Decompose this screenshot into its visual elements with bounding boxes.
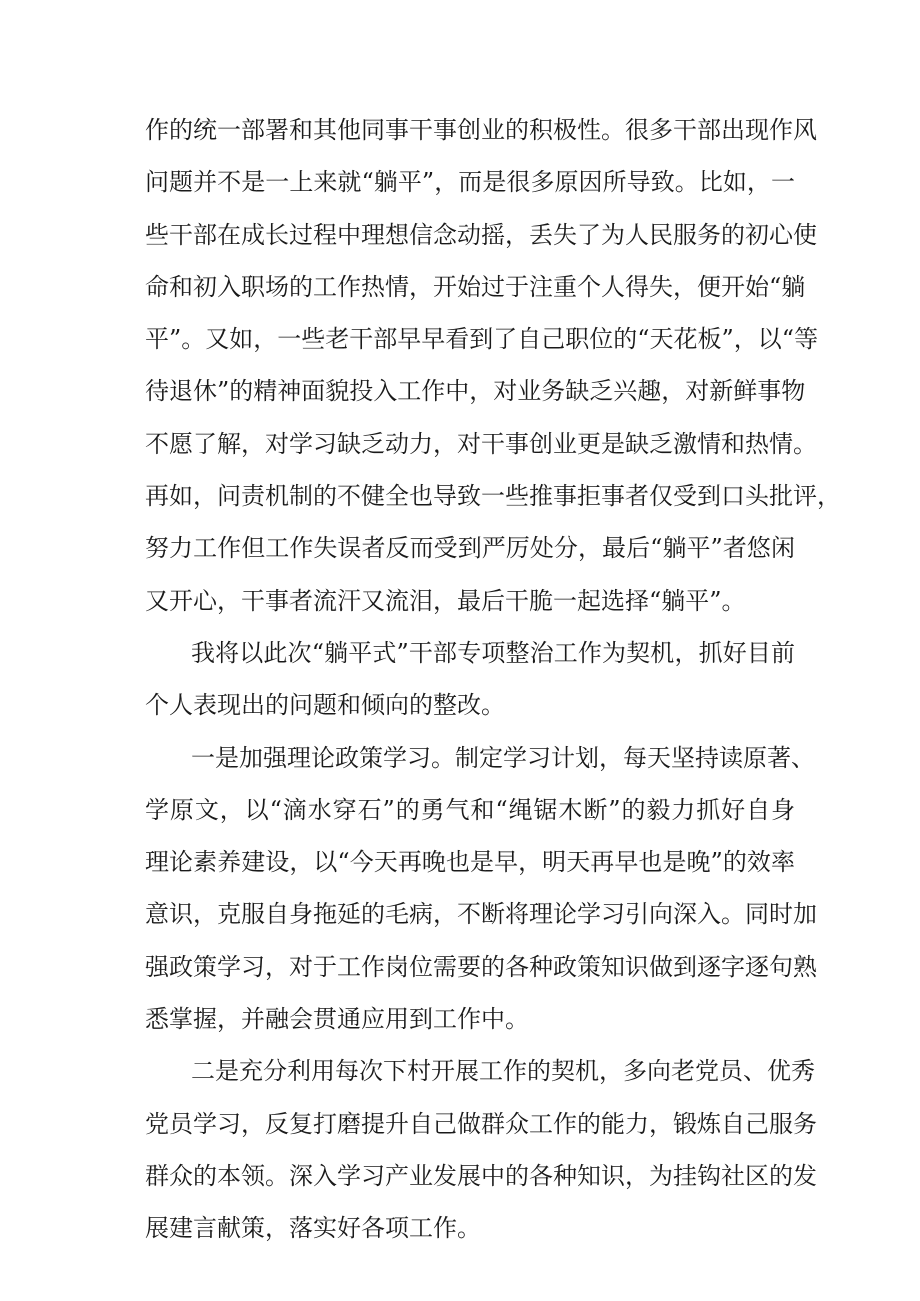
text-line: 展建言献策，落实好各项工作。: [145, 1214, 481, 1243]
text-line: 待退休”的精神面貌投入工作中，对业务缺乏兴趣，对新鲜事物: [145, 377, 806, 406]
text-line: 强政策学习，对于工作岗位需要的各种政策知识做到逐字逐句熟: [145, 952, 817, 981]
text-line: 群众的本领。深入学习产业发展中的各种知识，为挂钩社区的发: [145, 1161, 817, 1190]
text-line: 意识，克服自身拖延的毛病，不断将理论学习引向深入。同时加: [145, 900, 817, 929]
text-line: 个人表现出的问题和倾向的整改。: [145, 691, 505, 720]
text-line: 党员学习，反复打磨提升自己做群众工作的能力，锻炼自己服务: [145, 1109, 817, 1138]
text-line: 命和初入职场的工作热情，开始过于注重个人得失，便开始“躺: [145, 272, 806, 301]
text-line: 努力工作但工作失误者反而受到严厉处分，最后“躺平”者悠闲: [145, 534, 795, 563]
text-line: 不愿了解，对学习缺乏动力，对干事创业更是缺乏激情和热情。: [145, 429, 817, 458]
text-line: 又开心，干事者流汗又流泪，最后干脆一起选择“躺平”。: [145, 586, 746, 615]
text-line: 些干部在成长过程中理想信念动摇，丢失了为人民服务的初心使: [145, 220, 817, 249]
text-line: 问题并不是一上来就“躺平”，而是很多原因所导致。比如，一: [145, 168, 795, 197]
text-line: 再如，问责机制的不健全也导致一些推事拒事者仅受到口头批评，: [145, 482, 841, 511]
text-line: 平”。又如，一些老干部早早看到了自己职位的“天花板”，以“等: [145, 325, 819, 354]
document-body: [145, 104, 841, 1255]
text-line: 悉掌握，并融会贯通应用到工作中。: [145, 1005, 529, 1034]
text-line: 学原文，以“滴水穿石”的勇气和“绳锯木断”的毅力抓好自身: [145, 795, 795, 824]
text-line: 一是加强理论政策学习。制定学习计划，每天坚持读原著、: [191, 743, 815, 772]
text-line: 作的统一部署和其他同事干事创业的积极性。很多干部出现作风: [145, 116, 817, 144]
text-line: 我将以此次“躺平式”干部专项整治工作为契机，抓好目前: [191, 638, 795, 667]
text-line: 二是充分利用每次下村开展工作的契机，多向老党员、优秀: [191, 1057, 815, 1086]
text-line: 理论素养建设，以“今天再晚也是早，明天再早也是晚”的效率: [145, 848, 795, 877]
